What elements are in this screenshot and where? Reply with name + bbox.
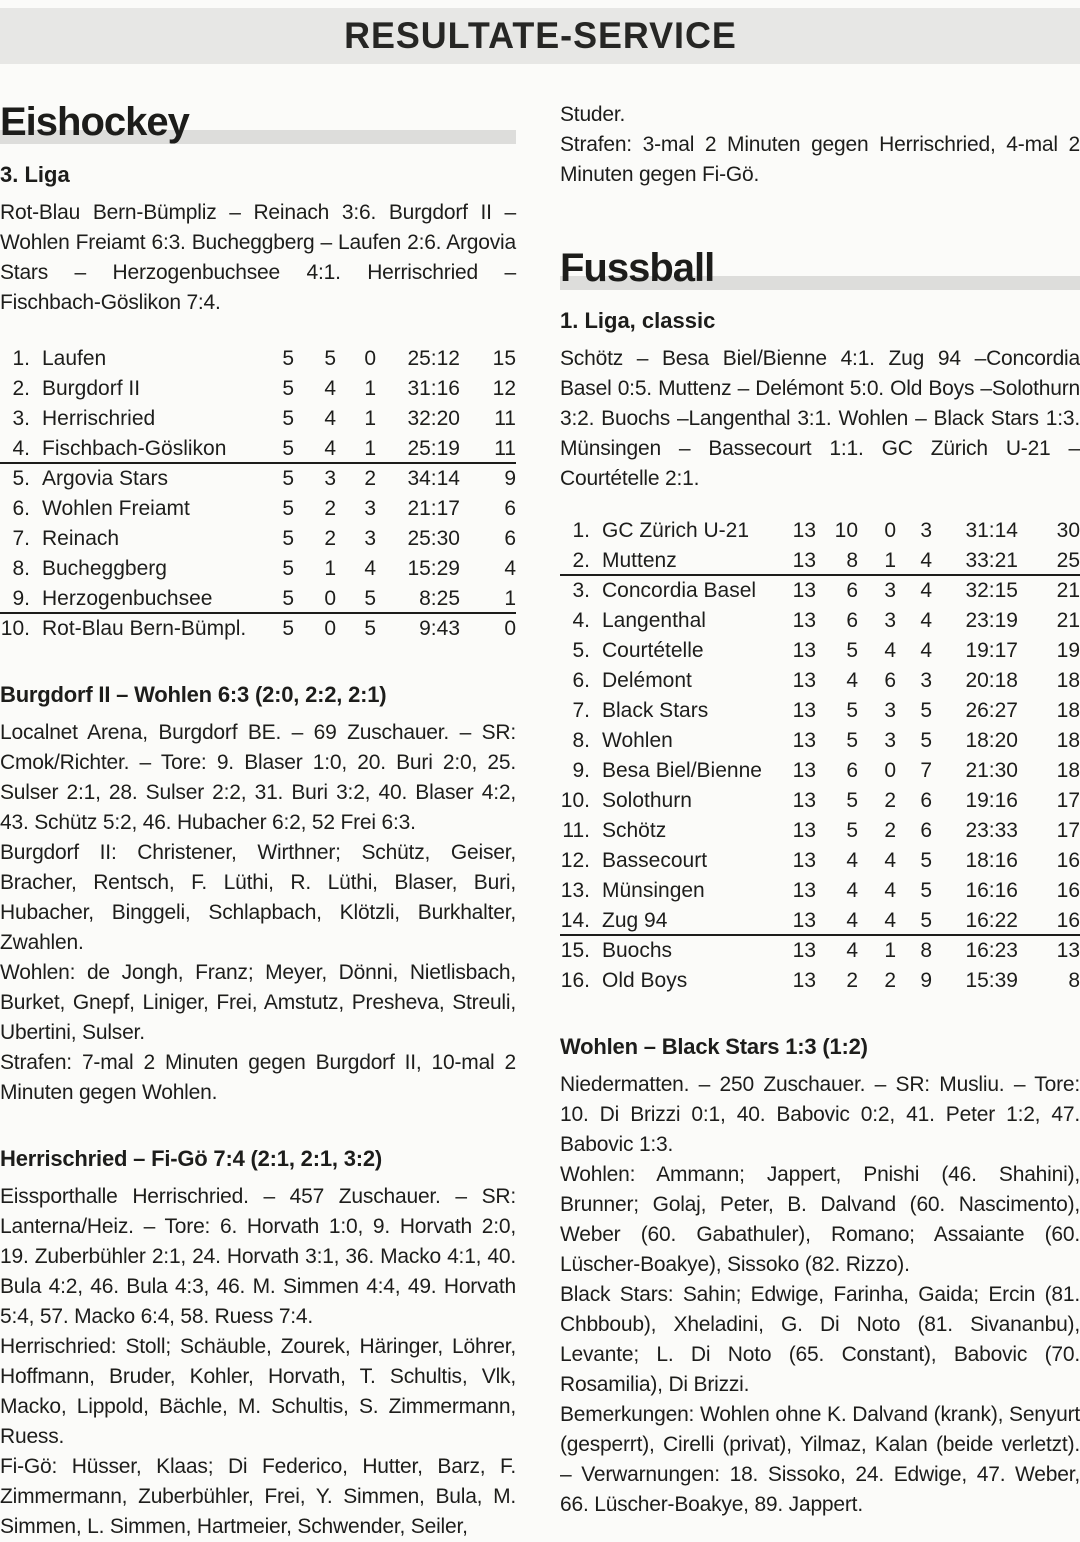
stat-cell: 1 (364, 437, 376, 460)
stat-cell: 16:22 (965, 909, 1018, 932)
stat-cell: 13 (792, 699, 816, 722)
stat-cell: 3 (324, 467, 336, 490)
stat-cell: 23:33 (965, 819, 1018, 842)
stat-cell: 25:12 (407, 347, 460, 370)
table-row (560, 936, 1080, 966)
stat-cell: 4 (884, 639, 896, 662)
stat-cell: 4 (884, 849, 896, 872)
table-row (560, 966, 1080, 996)
stat-cell: 10 (834, 519, 858, 542)
stat-cell: 0 (324, 617, 336, 640)
stat-cell: 4 (846, 849, 858, 872)
stat-cell: 6 (504, 497, 516, 520)
stat-cell: 4 (884, 909, 896, 932)
stat-cell: 15 (492, 347, 516, 370)
team-cell: Zug 94 (602, 909, 668, 932)
rank-cell: 7. (572, 699, 590, 722)
section-title: Eishockey (0, 100, 189, 144)
stat-cell: 5 (846, 729, 858, 752)
stat-cell: 2 (884, 789, 896, 812)
table-row (560, 516, 1080, 546)
section-title: Fussball (560, 246, 715, 290)
stat-cell: 1 (504, 587, 516, 610)
stat-cell: 5 (282, 407, 294, 430)
stat-cell: 31:16 (407, 377, 460, 400)
table-row (0, 464, 516, 494)
stat-cell: 5 (364, 587, 376, 610)
stat-cell: 2 (324, 527, 336, 550)
stat-cell: 3 (920, 669, 932, 692)
stat-cell: 0 (324, 587, 336, 610)
rank-cell: 10. (560, 789, 590, 812)
stat-cell: 4 (920, 549, 932, 572)
stat-cell: 4 (846, 939, 858, 962)
match-report-body (560, 1070, 1080, 1520)
stat-cell: 4 (504, 557, 516, 580)
stat-cell: 21 (1056, 579, 1080, 602)
table-row (0, 344, 516, 374)
report-paragraph: Fi-Gö: Hüsser, Klaas; Di Federico, Hutter, Barz, F. Zimmermann, Zuberbühler, Frei, Y. Simmen, Bula, M. Simmen, L. Simmen, Hartmeier, Schwender, Seiler, (0, 1455, 516, 1538)
stat-cell: 13 (792, 819, 816, 842)
stat-cell: 20:18 (965, 669, 1018, 692)
stat-cell: 1 (884, 549, 896, 572)
match-report-body (0, 1182, 516, 1542)
stat-cell: 13 (792, 879, 816, 902)
stat-cell: 8:25 (419, 587, 460, 610)
stat-cell: 33:21 (965, 549, 1018, 572)
rank-cell: 4. (572, 609, 590, 632)
stat-cell: 21:30 (965, 759, 1018, 782)
stat-cell: 2 (884, 969, 896, 992)
stat-cell: 12 (492, 377, 516, 400)
stat-cell: 13 (792, 789, 816, 812)
match-report-title: Burgdorf II – Wohlen 6:3 (2:0, 2:2, 2:1) (0, 682, 387, 707)
stat-cell: 16:23 (965, 939, 1018, 962)
table-row (560, 636, 1080, 666)
report-paragraph: Strafen: 3-mal 2 Minuten gegen Herrischried, 4-mal 2 Minuten gegen Fi-Gö. (560, 133, 1080, 186)
stat-cell: 32:15 (965, 579, 1018, 602)
stat-cell: 9:43 (419, 617, 460, 640)
report-paragraph: Strafen: 7-mal 2 Minuten gegen Burgdorf II, 10-mal 2 Minuten gegen Wohlen. (0, 1051, 516, 1104)
stat-cell: 18 (1056, 669, 1080, 692)
stat-cell: 25:19 (407, 437, 460, 460)
stat-cell: 32:20 (407, 407, 460, 430)
table-row (560, 876, 1080, 906)
stat-cell: 5 (364, 617, 376, 640)
stat-cell: 16 (1056, 849, 1080, 872)
team-cell: Langenthal (602, 609, 706, 632)
stat-cell: 5 (920, 879, 932, 902)
rank-cell: 6. (12, 497, 30, 520)
stat-cell: 5 (920, 699, 932, 722)
table-row (560, 846, 1080, 876)
section-heading-eishockey (0, 100, 516, 148)
table-row (560, 816, 1080, 846)
page-title: RESULTATE-SERVICE (343, 15, 737, 56)
section-heading-fussball (560, 246, 1080, 294)
table-row (560, 756, 1080, 786)
stat-cell: 5 (324, 347, 336, 370)
stat-cell: 19:16 (965, 789, 1018, 812)
report-continuation (560, 100, 1080, 190)
stat-cell: 2 (324, 497, 336, 520)
match-report-title: Herrischried – Fi-Gö 7:4 (2:1, 2:1, 3:2) (0, 1146, 383, 1171)
stat-cell: 18:20 (965, 729, 1018, 752)
team-cell: Solothurn (602, 789, 692, 812)
stat-cell: 18 (1056, 699, 1080, 722)
rank-cell: 11. (562, 819, 590, 842)
stat-cell: 11 (494, 437, 516, 460)
stat-cell: 21 (1056, 609, 1080, 632)
stat-cell: 4 (846, 669, 858, 692)
report-paragraph: Niedermatten. – 250 Zuschauer. – SR: Musliu. – Tore: 10. Di Brizzi 0:1, 40. Babovic 0:2, 41. Peter 1:2, 47. Babovic 1:3. (560, 1073, 1080, 1156)
stat-cell: 9 (920, 969, 932, 992)
team-cell: Delémont (602, 669, 692, 692)
stat-cell: 4 (324, 407, 336, 430)
table-row (0, 404, 516, 434)
stat-cell: 0 (504, 617, 516, 640)
stat-cell: 25 (1056, 549, 1080, 572)
rank-cell: 2. (12, 377, 30, 400)
team-cell: Wohlen (602, 729, 673, 752)
stat-cell: 4 (920, 639, 932, 662)
stat-cell: 13 (1056, 939, 1080, 962)
stat-cell: 0 (884, 519, 896, 542)
stat-cell: 5 (282, 437, 294, 460)
team-cell: Bucheggberg (42, 557, 167, 580)
stat-cell: 6 (504, 527, 516, 550)
stat-cell: 15:29 (407, 557, 460, 580)
stat-cell: 0 (884, 759, 896, 782)
stat-cell: 18 (1056, 759, 1080, 782)
report-paragraph: Eissporthalle Herrischried. – 457 Zuschauer. – SR: Lanterna/Heiz. – Tore: 6. Horvath 1:0, 9. Horvath 2:0, 19. Zuberbühler 2:1, 24. Horvath 3:1, 36. Macko 4:1, 40. Bula 4:2, 46. Bula 4:3, 46. M. Simmen 4:4, 49. Horvath 5:4, 57. Macko 6:4, 58. Ruess 7:4. (0, 1185, 516, 1328)
table-row (560, 726, 1080, 756)
stat-cell: 16:16 (965, 879, 1018, 902)
team-cell: Besa Biel/Bienne (602, 759, 762, 782)
team-cell: Black Stars (602, 699, 709, 722)
table-row (0, 374, 516, 404)
team-cell: Herzogenbuchsee (42, 587, 213, 610)
table-row (560, 606, 1080, 636)
stat-cell: 13 (792, 609, 816, 632)
table-row (0, 434, 516, 464)
stat-cell: 4 (324, 437, 336, 460)
table-row (0, 524, 516, 554)
stat-cell: 15:39 (965, 969, 1018, 992)
stat-cell: 1 (364, 377, 376, 400)
stat-cell: 21:17 (407, 497, 460, 520)
stat-cell: 2 (364, 467, 376, 490)
stat-cell: 2 (846, 969, 858, 992)
stat-cell: 13 (792, 729, 816, 752)
team-cell: GC Zürich U-21 (602, 519, 750, 542)
team-cell: Muttenz (602, 549, 677, 572)
stat-cell: 13 (792, 849, 816, 872)
team-cell: Laufen (42, 347, 107, 370)
stat-cell: 5 (282, 347, 294, 370)
stat-cell: 31:14 (965, 519, 1018, 542)
table-row (560, 546, 1080, 576)
stat-cell: 6 (846, 609, 858, 632)
report-paragraph: Black Stars: Sahin; Edwige, Farinha, Gaida; Ercin (81. Chbboub), Xheladini, G. Di Noto (81. Sivananbu), Levante; L. Di Noto (65. Constant), Babovic (70. Rosamilia), Di Brizzi. (560, 1283, 1080, 1396)
stat-cell: 6 (920, 819, 932, 842)
stat-cell: 8 (1068, 969, 1080, 992)
team-cell: Old Boys (602, 969, 688, 992)
stat-cell: 11 (494, 407, 516, 430)
rank-cell: 9. (572, 759, 590, 782)
team-cell: Schötz (602, 819, 667, 842)
report-paragraph: Bemerkungen: Wohlen ohne K. Dalvand (krank), Senyurt (gesperrt), Cirelli (privat), Yilmaz, Kalan (beide verletzt). – Verwarnungen: 18. Sissoko, 24. Edwige, 47. Weber, 66. Lüscher-Boakye, 89. Jappert. (560, 1403, 1080, 1516)
rank-cell: 10. (0, 617, 30, 640)
stat-cell: 4 (846, 879, 858, 902)
rank-cell: 16. (560, 969, 590, 992)
team-cell: Wohlen Freiamt (42, 497, 190, 520)
column-eishockey (0, 100, 516, 1542)
stat-cell: 13 (792, 639, 816, 662)
team-cell: Buochs (602, 939, 673, 962)
stat-cell: 4 (920, 609, 932, 632)
rank-cell: 5. (572, 639, 590, 662)
stat-cell: 3 (884, 579, 896, 602)
rank-cell: 6. (572, 669, 590, 692)
team-cell: Münsingen (602, 879, 705, 902)
standings-table-fussball (560, 516, 1080, 996)
rank-cell: 7. (12, 527, 30, 550)
stat-cell: 5 (282, 587, 294, 610)
stat-cell: 5 (282, 497, 294, 520)
stat-cell: 5 (282, 617, 294, 640)
stat-cell: 5 (846, 789, 858, 812)
stat-cell: 5 (282, 377, 294, 400)
team-cell: Argovia Stars (42, 467, 169, 490)
league-title: 1. Liga, classic (560, 308, 716, 333)
stat-cell: 7 (920, 759, 932, 782)
table-row (560, 906, 1080, 936)
team-cell: Herrischried (42, 407, 156, 430)
stat-cell: 13 (792, 669, 816, 692)
table-row (560, 696, 1080, 726)
stat-cell: 19 (1056, 639, 1080, 662)
stat-cell: 5 (846, 819, 858, 842)
stat-cell: 5 (920, 909, 932, 932)
report-paragraph: Wohlen: Ammann; Jappert, Pnishi (46. Shahini), Brunner; Golaj, Peter, B. Dalvand (60. Nascimento), Weber (60. Gabathuler), Romano; Assaiante (60. Lüscher-Boakye), Sissoko (82. Rizzo). (560, 1163, 1080, 1276)
team-cell: Rot-Blau Bern-Bümpl. (42, 617, 247, 640)
stat-cell: 3 (884, 609, 896, 632)
stat-cell: 18 (1056, 729, 1080, 752)
match-report-body (0, 718, 516, 1108)
stat-cell: 30 (1056, 519, 1080, 542)
stat-cell: 4 (846, 909, 858, 932)
report-paragraph: Wohlen: de Jongh, Franz; Meyer, Dönni, Nietlisbach, Burket, Gnepf, Liniger, Frei, Amstutz, Presheva, Streuli, Ubertini, Sulser. (0, 961, 516, 1044)
stat-cell: 4 (884, 879, 896, 902)
rank-cell: 9. (12, 587, 30, 610)
stat-cell: 6 (846, 759, 858, 782)
stat-cell: 8 (920, 939, 932, 962)
stat-cell: 17 (1056, 789, 1080, 812)
league-title: 3. Liga (0, 162, 70, 187)
content-columns (0, 100, 1080, 1542)
report-paragraph: Herrischried: Stoll; Schäuble, Zourek, Häringer, Löhrer, Hoffmann, Bruder, Kohler, Horvath, T. Schultis, Vlk, Macko, Lippold, Bächle, M. Schultis, S. Zimmermann, Ruess. (0, 1335, 516, 1448)
stat-cell: 26:27 (965, 699, 1018, 722)
stat-cell: 34:14 (407, 467, 460, 490)
report-paragraph: Studer. (560, 103, 626, 126)
stat-cell: 5 (920, 729, 932, 752)
rank-cell: 3. (572, 579, 590, 602)
team-cell: Burgdorf II (42, 377, 141, 400)
team-cell: Fischbach-Göslikon (42, 437, 227, 460)
rank-cell: 5. (12, 467, 30, 490)
stat-cell: 13 (792, 579, 816, 602)
report-paragraph: Burgdorf II: Christener, Wirthner; Schütz, Geiser, Bracher, Rentsch, F. Lüthi, R. Lüthi, Blaser, Buri, Hubacher, Binggeli, Schlapbach, Klötzli, Burkhalter, Zwahlen. (0, 841, 516, 954)
stat-cell: 6 (920, 789, 932, 812)
stat-cell: 3 (364, 527, 376, 550)
rank-cell: 8. (572, 729, 590, 752)
stat-cell: 1 (884, 939, 896, 962)
stat-cell: 23:19 (965, 609, 1018, 632)
results-summary: Rot-Blau Bern-Bümpliz – Reinach 3:6. Burgdorf II – Wohlen Freiamt 6:3. Bucheggberg – Laufen 2:6. Argovia Stars – Herzogenbuchsee 4:1. Herrischried – Fischbach-Göslikon 7:4. (0, 201, 516, 314)
table-row (0, 584, 516, 614)
team-cell: Bassecourt (602, 849, 708, 872)
table-row (0, 614, 516, 644)
stat-cell: 16 (1056, 879, 1080, 902)
stat-cell: 13 (792, 969, 816, 992)
stat-cell: 1 (324, 557, 336, 580)
table-row (560, 666, 1080, 696)
stat-cell: 13 (792, 759, 816, 782)
stat-cell: 25:30 (407, 527, 460, 550)
stat-cell: 3 (364, 497, 376, 520)
results-summary: Schötz – Besa Biel/Bienne 4:1. Zug 94 –Concordia Basel 0:5. Muttenz – Delémont 5:0. Old Boys –Solothurn 3:2. Buochs –Langenthal 3:1. Wohlen – Black Stars 1:3. Münsingen – Bassecourt 1:1. GC Zürich U-21 – Courtételle 2:1. (560, 347, 1080, 490)
stat-cell: 3 (884, 729, 896, 752)
rank-cell: 2. (572, 549, 590, 572)
team-cell: Concordia Basel (602, 579, 757, 602)
stat-cell: 17 (1056, 819, 1080, 842)
table-row (0, 494, 516, 524)
stat-cell: 8 (846, 549, 858, 572)
report-paragraph: Localnet Arena, Burgdorf BE. – 69 Zuschauer. – SR: Cmok/Richter. – Tore: 9. Blaser 1:0, 20. Buri 2:0, 25. Sulser 2:1, 28. Sulser 2:2, 31. Buri 3:2, 40. Blaser 4:2, 43. Schütz 5:2, 46. Hubacher 6:2, 52 Frei 6:3. (0, 721, 516, 834)
stat-cell: 3 (920, 519, 932, 542)
stat-cell: 13 (792, 549, 816, 572)
table-row (560, 576, 1080, 606)
stat-cell: 9 (504, 467, 516, 490)
masthead-banner (0, 8, 1080, 64)
table-row (560, 786, 1080, 816)
stat-cell: 5 (282, 467, 294, 490)
stat-cell: 1 (364, 407, 376, 430)
stat-cell: 18:16 (965, 849, 1018, 872)
stat-cell: 4 (324, 377, 336, 400)
column-fussball (560, 100, 1080, 1542)
rank-cell: 14. (560, 909, 590, 932)
stat-cell: 5 (846, 699, 858, 722)
stat-cell: 5 (282, 527, 294, 550)
stat-cell: 6 (846, 579, 858, 602)
stat-cell: 5 (920, 849, 932, 872)
rank-cell: 1. (12, 347, 30, 370)
table-row (0, 554, 516, 584)
stat-cell: 4 (920, 579, 932, 602)
stat-cell: 5 (846, 639, 858, 662)
stat-cell: 0 (364, 347, 376, 370)
stat-cell: 16 (1056, 909, 1080, 932)
match-report-title: Wohlen – Black Stars 1:3 (1:2) (560, 1034, 868, 1059)
stat-cell: 13 (792, 909, 816, 932)
stat-cell: 19:17 (965, 639, 1018, 662)
stat-cell: 13 (792, 519, 816, 542)
rank-cell: 1. (572, 519, 590, 542)
rank-cell: 13. (560, 879, 590, 902)
rank-cell: 12. (560, 849, 590, 872)
stat-cell: 2 (884, 819, 896, 842)
stat-cell: 13 (792, 939, 816, 962)
rank-cell: 15. (560, 939, 590, 962)
rank-cell: 4. (12, 437, 30, 460)
team-cell: Courtételle (602, 639, 704, 662)
stat-cell: 4 (364, 557, 376, 580)
stat-cell: 3 (884, 699, 896, 722)
rank-cell: 3. (12, 407, 30, 430)
stat-cell: 6 (884, 669, 896, 692)
stat-cell: 5 (282, 557, 294, 580)
team-cell: Reinach (42, 527, 120, 550)
standings-table-eishockey (0, 344, 516, 644)
rank-cell: 8. (12, 557, 30, 580)
